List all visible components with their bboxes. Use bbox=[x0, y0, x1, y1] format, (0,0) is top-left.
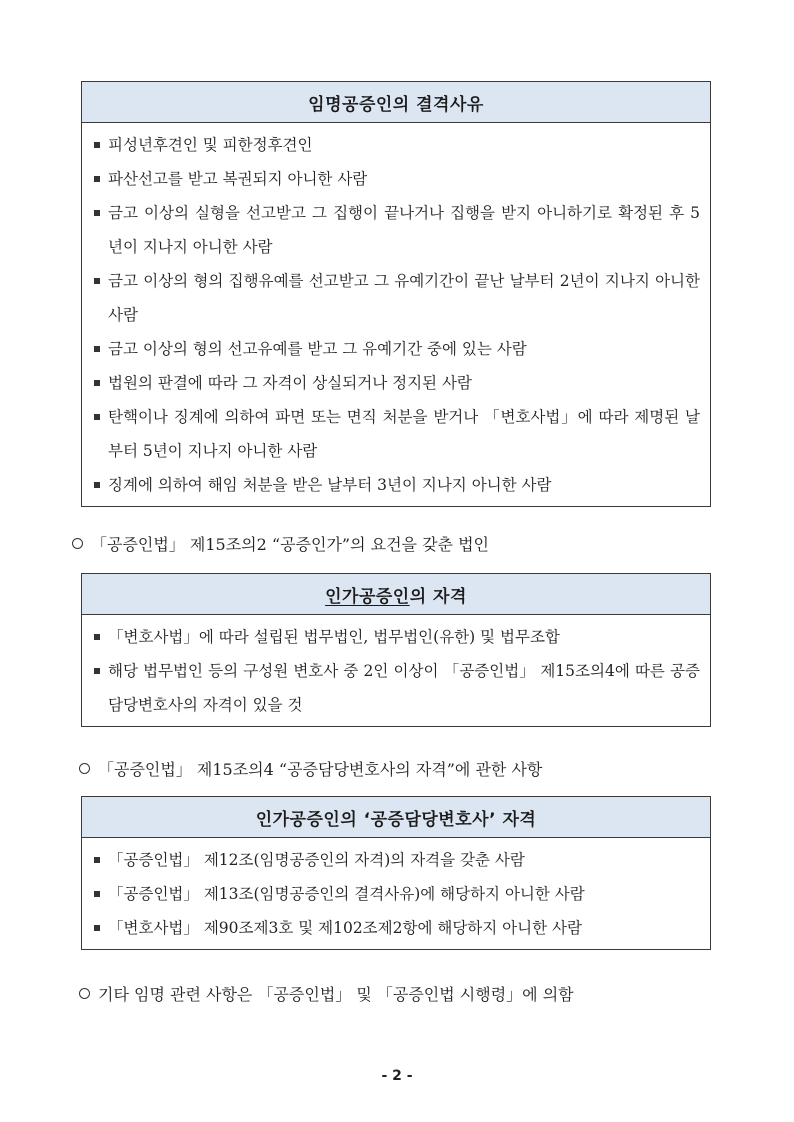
list-item: 법원의 판결에 따라 그 자격이 상실되거나 정지된 사람 bbox=[94, 366, 700, 400]
disqualification-box-title: 임명공증인의 결격사유 bbox=[82, 82, 710, 123]
list-item: 파산선고를 받고 복권되지 아니한 사람 bbox=[94, 162, 700, 196]
note-notary-lawyer-qualification: 「공증인법」 제15조의4 “공증담당변호사의 자격”에 관한 사항 bbox=[79, 757, 542, 780]
note-other-appointment-matters: 기타 임명 관련 사항은 「공증인법」 및 「공증인법 시행령」에 의함 bbox=[79, 982, 574, 1005]
bullet-icon bbox=[94, 857, 100, 863]
bullet-icon bbox=[94, 668, 100, 674]
circle-bullet-icon bbox=[72, 538, 83, 549]
bullet-icon bbox=[94, 925, 100, 931]
list-item: 「공증인법」 제13조(임명공증인의 결격사유)에 해당하지 아니한 사람 bbox=[94, 877, 700, 911]
authorized-notary-list bbox=[82, 615, 710, 726]
page-number: - 2 - bbox=[381, 1068, 413, 1084]
list-item: 금고 이상의 실형을 선고받고 그 집행이 끝나거나 집행을 받지 아니하기로 확정된 후 5년이 지나지 아니한 사람 bbox=[94, 196, 700, 264]
bullet-icon bbox=[94, 210, 100, 216]
notary-lawyer-list bbox=[82, 838, 710, 949]
bullet-icon bbox=[94, 634, 100, 640]
bullet-icon bbox=[94, 278, 100, 284]
bullet-icon bbox=[94, 346, 100, 352]
list-item: 「변호사법」에 따라 설립된 법무법인, 법무법인(유한) 및 법무조합 bbox=[94, 620, 700, 654]
bullet-icon bbox=[94, 482, 100, 488]
disqualification-box bbox=[81, 81, 711, 507]
notary-lawyer-qualification-box bbox=[81, 796, 711, 950]
circle-bullet-icon bbox=[79, 763, 90, 774]
note-corporation-requirements: 「공증인법」 제15조의2 “공증인가”의 요건을 갖춘 법인 bbox=[72, 532, 489, 555]
bullet-icon bbox=[94, 176, 100, 182]
list-item: 징계에 의하여 해임 처분을 받은 날부터 3년이 지나지 아니한 사람 bbox=[94, 468, 700, 502]
list-item: 피성년후견인 및 피한정후견인 bbox=[94, 128, 700, 162]
bullet-icon bbox=[94, 414, 100, 420]
list-item: 탄핵이나 징계에 의하여 파면 또는 면직 처분을 받거나 「변호사법」에 따라 제명된 날부터 5년이 지나지 아니한 사람 bbox=[94, 400, 700, 468]
circle-bullet-icon bbox=[79, 988, 90, 999]
list-item: 「공증인법」 제12조(임명공증인의 자격)의 자격을 갖춘 사람 bbox=[94, 843, 700, 877]
authorized-notary-qualification-box bbox=[81, 573, 711, 727]
disqualification-list bbox=[82, 123, 710, 506]
list-item: 금고 이상의 형의 선고유예를 받고 그 유예기간 중에 있는 사람 bbox=[94, 332, 700, 366]
notary-lawyer-box-title: 인가공증인의 ‘공증담당변호사’ 자격 bbox=[82, 797, 710, 838]
list-item: 금고 이상의 형의 집행유예를 선고받고 그 유예기간이 끝난 날부터 2년이 지나지 아니한 사람 bbox=[94, 264, 700, 332]
list-item: 해당 법무법인 등의 구성원 변호사 중 2인 이상이 「공증인법」 제15조의4에 따른 공증담당변호사의 자격이 있을 것 bbox=[94, 654, 700, 722]
bullet-icon bbox=[94, 380, 100, 386]
bullet-icon bbox=[94, 142, 100, 148]
list-item: 「변호사법」 제90조제3호 및 제102조제2항에 해당하지 아니한 사람 bbox=[94, 911, 700, 945]
bullet-icon bbox=[94, 891, 100, 897]
authorized-notary-box-title: 인가공증인 의 자격 bbox=[82, 574, 710, 615]
